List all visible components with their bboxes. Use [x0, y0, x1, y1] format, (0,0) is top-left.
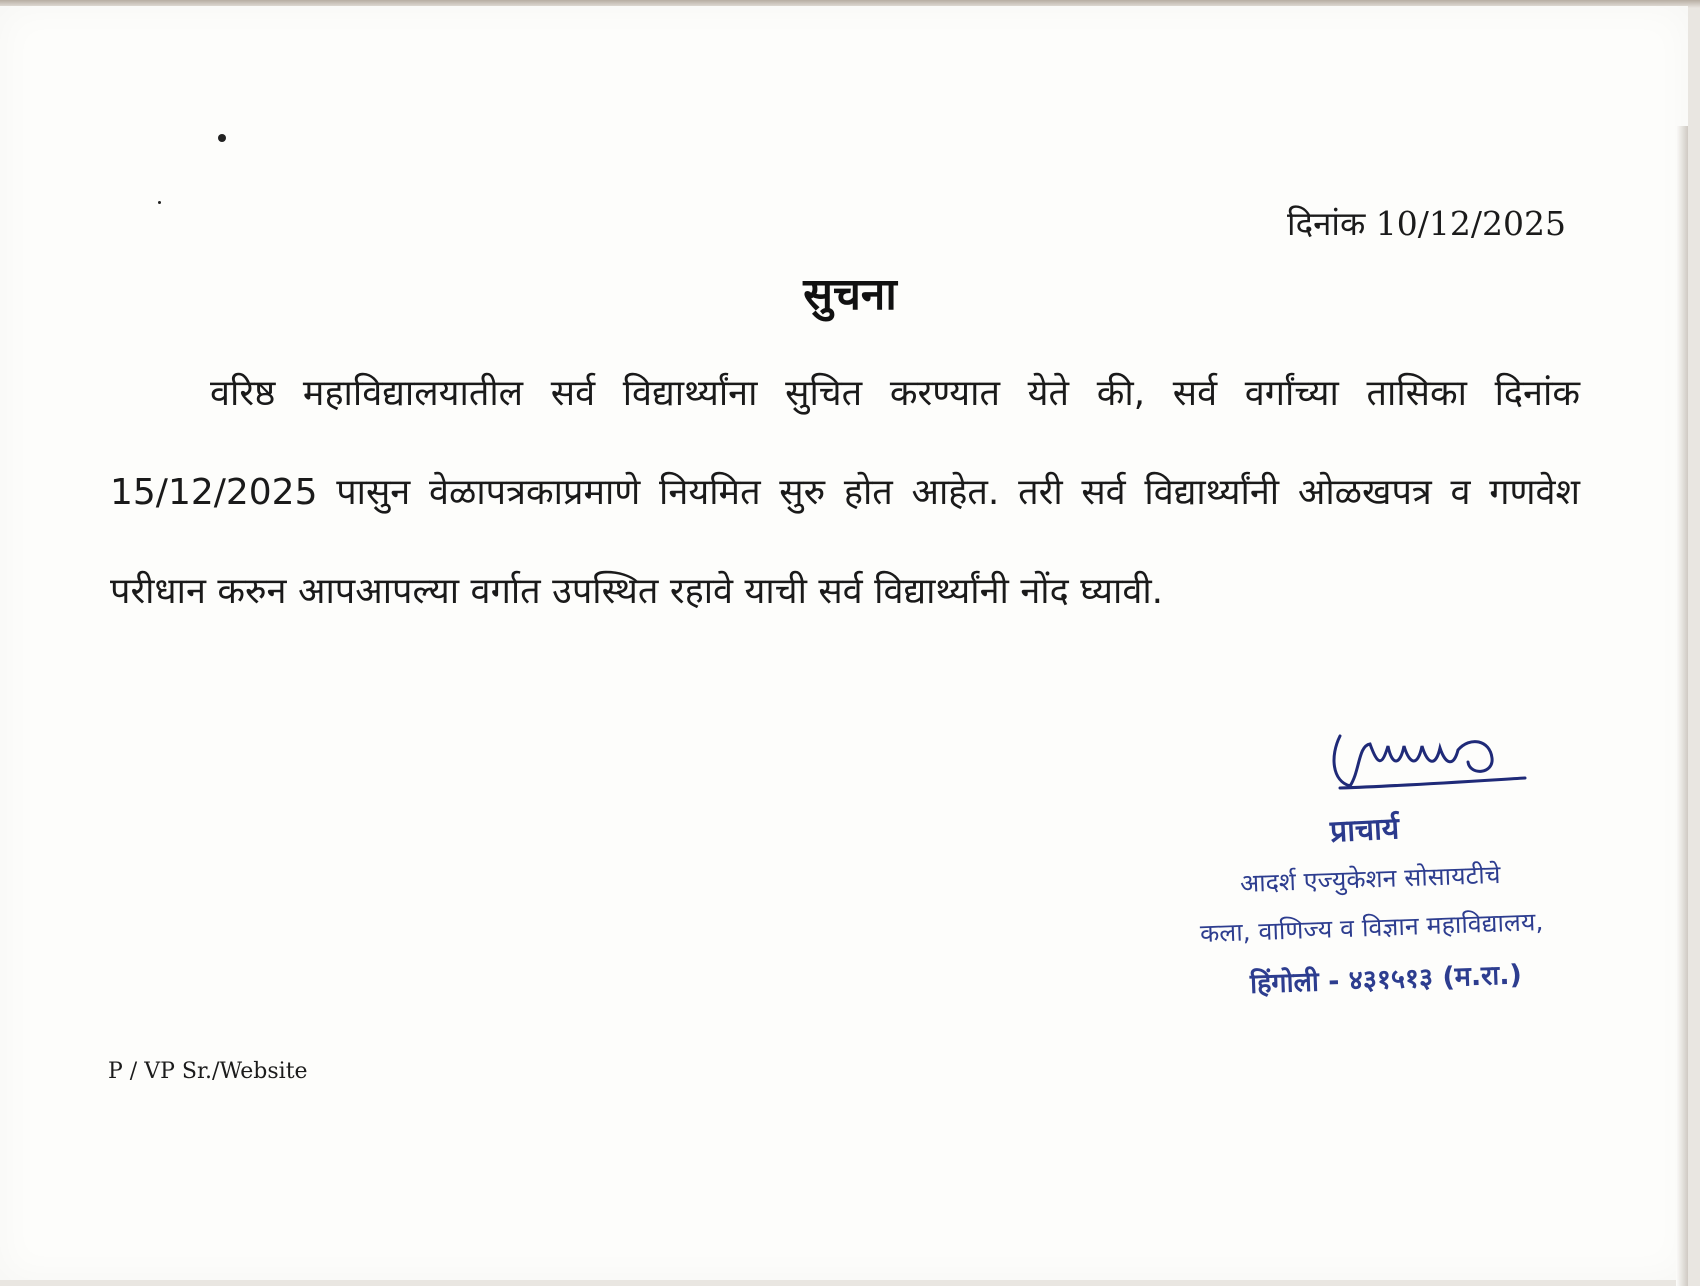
stamp-address: हिंगोली - ४३१५१३ (म.रा.): [1249, 959, 1523, 1000]
copy-to-line: P / VP Sr./Website: [108, 1059, 308, 1084]
ink-speck: [158, 201, 161, 204]
stamp-college-name: कला, वाणिज्य व विज्ञान महाविद्यालय,: [1199, 907, 1544, 948]
notice-body: वरिष्ठ महाविद्यालयातील सर्व विद्यार्थ्यांना सुचित करण्यात येते की, सर्व वर्गांच्या तासिका दिनांक 15/12/2025 पासुन वेळापत्रकाप्रमाणे नियमित सुरु होत आहेत. तरी सर्व विद्यार्थ्यांनी ओळखपत्र व गणवेश परीधान करुन आपआपल्या वर्गात उपस्थित रहावे याची सर्व विद्यार्थ्यांनी नोंद घ्यावी.: [110, 373, 1580, 612]
notice-paper: [0, 6, 1688, 1280]
stamp-society-name: आदर्श एज्युकेशन सोसायटीचे: [1239, 859, 1501, 898]
signature-block: [1180, 726, 1620, 1006]
principal-designation: प्राचार्य: [1329, 811, 1401, 850]
notice-date: दिनांक 10/12/2025: [1287, 204, 1566, 243]
notice-title: सुचना: [803, 269, 897, 320]
handwritten-signature: [1320, 726, 1540, 806]
ink-speck: [218, 134, 226, 142]
